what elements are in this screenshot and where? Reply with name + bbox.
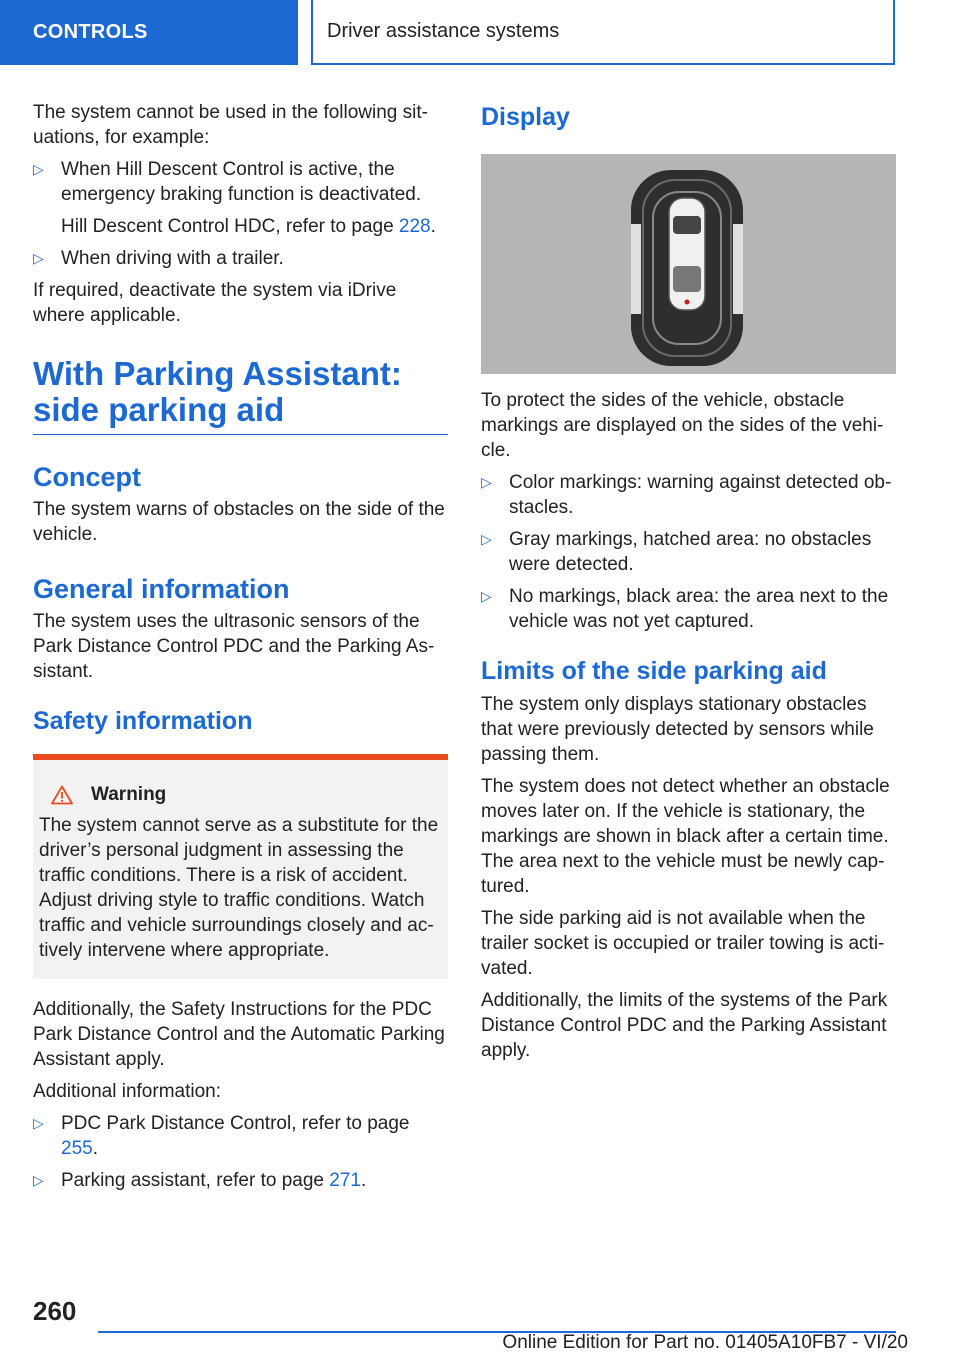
- triangle-bullet-icon: ▷: [481, 588, 492, 604]
- additional-information-label: Additional information:: [33, 1081, 221, 1102]
- safety-information-heading: Safety information: [33, 707, 253, 735]
- list-item: [481, 527, 896, 577]
- hdc-reference-text: Hill Descent Control HDC, refer to page: [61, 216, 399, 237]
- triangle-bullet-icon: ▷: [33, 161, 44, 177]
- additionally-paragraph: Additionally, the Safety Instructions for the PDC Park Distance Control and the Automatic Parking Assistant apply.: [33, 999, 445, 1070]
- warning-title: Warning: [91, 784, 167, 805]
- chapter-title: Driver assistance systems: [311, 0, 895, 65]
- period: .: [360, 1170, 367, 1191]
- list-item: [33, 1168, 448, 1193]
- general-information-text: The system uses the ultrasonic sensors of the Park Distance Control PDC and the Parking As-sistant.: [33, 611, 435, 682]
- list-item: [33, 246, 448, 271]
- intro-paragraph: The system cannot be used in the following sit-uations, for example:: [33, 102, 428, 148]
- triangle-bullet-icon: ▷: [481, 531, 492, 547]
- list-item: [481, 470, 896, 520]
- list-item-text: Gray markings, hatched area: no obstacles were detected.: [509, 529, 872, 575]
- pdc-reference-text: PDC Park Distance Control, refer to page: [61, 1113, 410, 1134]
- list-item: [33, 1111, 448, 1161]
- warning-triangle-icon: [51, 785, 73, 805]
- warning-text: The system cannot serve as a substitute for the driver’s personal judgment in assessing the traffic conditions. There is a risk of accident. Adjust driving style to traffic conditions. Watch traffic and vehicle surroundings closely and ac-tively intervene where appropriate.: [39, 815, 439, 961]
- triangle-bullet-icon: ▷: [33, 250, 44, 266]
- display-heading: Display: [481, 103, 570, 131]
- warning-header: [39, 782, 442, 807]
- page-link-255[interactable]: 255: [61, 1138, 93, 1159]
- section-tab: CONTROLS: [0, 0, 298, 65]
- page-link-271[interactable]: 271: [329, 1170, 361, 1191]
- concept-heading: Concept: [33, 462, 141, 492]
- triangle-bullet-icon: ▷: [33, 1172, 44, 1188]
- limits-paragraph-4: Additionally, the limits of the systems of the Park Distance Control PDC and the Parking Assistant apply.: [481, 990, 888, 1061]
- list-item: [481, 584, 896, 634]
- limits-paragraph-1: The system only displays stationary obstacles that were previously detected by sensors while passing them.: [481, 694, 874, 765]
- triangle-bullet-icon: ▷: [481, 474, 492, 490]
- page-number: 260: [33, 1296, 77, 1326]
- period: .: [430, 216, 436, 237]
- triangle-bullet-icon: ▷: [33, 1115, 44, 1131]
- list-item-text: Color markings: warning against detected ob-stacles.: [509, 472, 892, 518]
- page-link-228[interactable]: 228: [398, 216, 431, 237]
- hdc-reference: [33, 214, 448, 239]
- edition-footer: Online Edition for Part no. 01405A10FB7 - VI/20: [502, 1332, 908, 1353]
- list-item-text: When Hill Descent Control is active, the emergency braking function is deactivated.: [61, 159, 422, 205]
- concept-text: The system warns of obstacles on the side of the vehicle.: [33, 499, 445, 545]
- list-item-text: No markings, black area: the area next to the vehicle was not yet captured.: [509, 586, 889, 632]
- display-text: To protect the sides of the vehicle, obstacle markings are displayed on the sides of the vehi-cle.: [481, 390, 884, 461]
- deactivate-paragraph: If required, deactivate the system via iDrive where applicable.: [33, 280, 397, 326]
- limits-heading: Limits of the side parking aid: [481, 657, 827, 685]
- list-item-text: [61, 1111, 448, 1161]
- limits-paragraph-2: The system does not detect whether an obstacle moves later on. If the vehicle is stationary, the markings are shown in black after a certain time. The area next to the vehicle must be newly cap-tured.: [481, 776, 890, 897]
- vehicle-top-view-illustration: [481, 154, 896, 374]
- list-item-text: When driving with a trailer.: [61, 248, 284, 269]
- side-parking-aid-display-image: [481, 154, 896, 374]
- period: .: [92, 1138, 98, 1159]
- left-column: [33, 100, 448, 1200]
- limits-paragraph-3: The side parking aid is not available when the trailer socket is occupied or trailer towing is acti-vated.: [481, 908, 885, 979]
- list-item: [33, 157, 448, 207]
- parking-assistant-reference-text: Parking assistant, refer to page: [61, 1170, 330, 1191]
- main-heading: With Parking Assistant: side parking aid: [33, 356, 448, 435]
- warning-box: [33, 754, 448, 979]
- right-column: [481, 100, 896, 1070]
- general-information-heading: General information: [33, 574, 290, 604]
- list-item-text: [61, 1168, 448, 1193]
